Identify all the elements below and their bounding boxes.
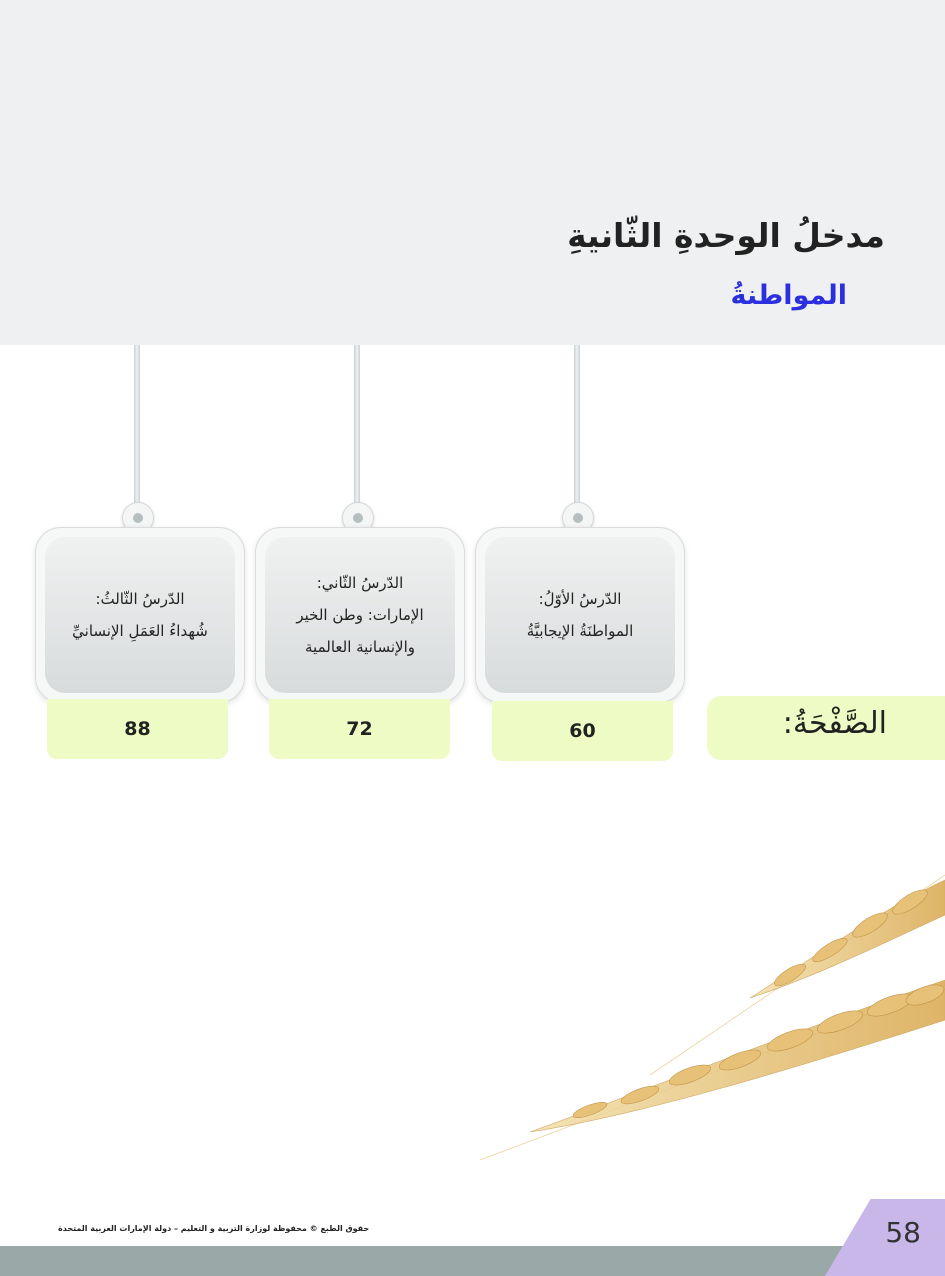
- lesson-card-inner: [45, 537, 235, 693]
- lesson-heading: الدّرسُ الأوّلُ:: [538, 590, 622, 608]
- lesson-card-inner: [485, 537, 675, 693]
- page-label: الصَّفْحَةُ:: [782, 706, 887, 741]
- lesson-page-number: 72: [269, 699, 450, 759]
- wheat-illustration-icon: [470, 870, 945, 1170]
- lesson-card-2[interactable]: [255, 527, 465, 703]
- lesson-heading: الدّرسُ الثّاني:: [316, 574, 404, 592]
- lesson-title-line: الإمارات: وطن الخير: [296, 606, 424, 624]
- copyright-text: حقوق الطبع © محفوظة لوزارة التربية و التعليم – دولة الإمارات العربية المتحدة: [58, 1224, 370, 1233]
- lesson-card-1[interactable]: [475, 527, 685, 703]
- lesson-page-number: 88: [47, 699, 228, 759]
- lesson-page-number: 60: [492, 701, 673, 761]
- lesson-title-line: شُهداءُ العَمَلِ الإنسانيِّ: [72, 622, 208, 640]
- lesson-title-line: المواطنَةُ الإيجابيَّةُ: [526, 622, 634, 640]
- lesson-card-inner: [265, 537, 455, 693]
- hanging-string: [134, 345, 140, 515]
- footer-bar: [0, 1246, 945, 1276]
- page-number: 58: [885, 1216, 921, 1249]
- lesson-title-line: والإنسانية العالمية: [305, 638, 415, 656]
- unit-title: مدخلُ الوحدةِ الثّانيةِ: [567, 216, 885, 255]
- hanging-string: [354, 345, 360, 515]
- page-label-box: [707, 696, 945, 760]
- unit-subtitle: المواطنةُ: [730, 280, 847, 311]
- lesson-heading: الدّرسُ الثّالثُ:: [95, 590, 185, 608]
- lesson-card-3[interactable]: [35, 527, 245, 703]
- hanging-string: [574, 345, 580, 515]
